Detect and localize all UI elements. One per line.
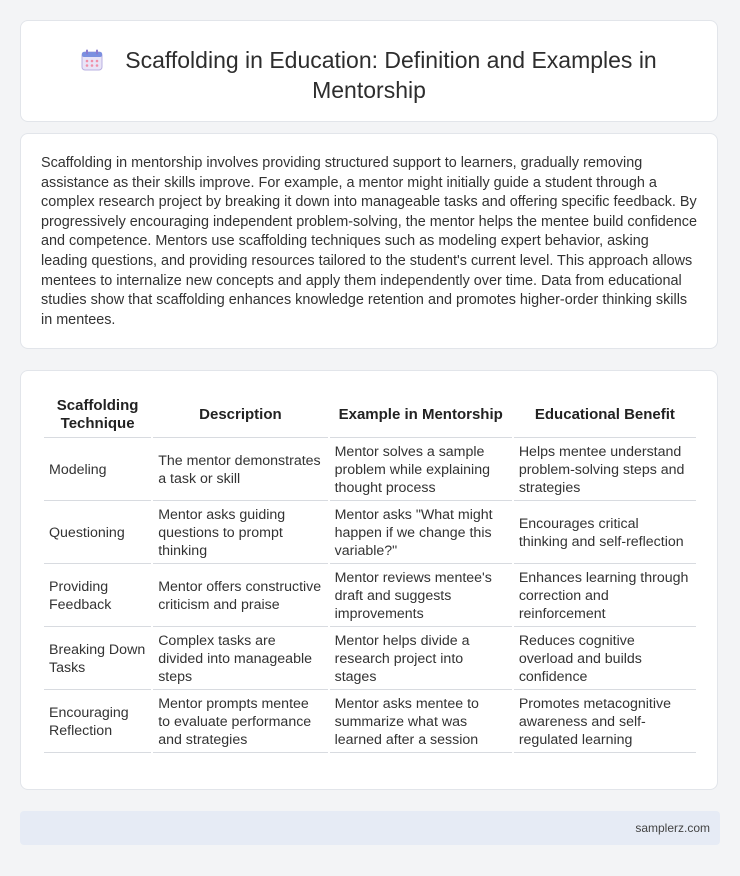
cell-benefit: Helps mentee understand problem-solving steps and strategies [514, 440, 696, 501]
page-title-wrap [61, 45, 677, 105]
intro-paragraph: Scaffolding in mentorship involves providing structured support to learners, gradually removing assistance as their skills improve. For example, a mentor might initially guide a student through a complex research project by breaking it down into manageable tasks and offering specific feedback. By progressively encouraging independent problem-solving, the mentor helps the mentee build confidence and competence. Mentors use scaffolding techniques such as modeling expert behavior, asking leading questions, and providing resources tailored to the student's current level. This approach allows mentees to internalize new concepts and apply them independently over time. Data from educational studies show that scaffolding enhances knowledge retention and promotes higher-order thinking skills in mentees. [41, 155, 697, 328]
table-row [44, 440, 696, 501]
table-row [44, 629, 696, 690]
table-row [44, 503, 696, 564]
cell-example: Mentor helps divide a research project into stages [330, 629, 512, 690]
column-header-benefit: Educational Benefit [514, 393, 696, 438]
cell-description: Complex tasks are divided into manageable steps [153, 629, 327, 690]
column-header-description: Description [153, 393, 327, 438]
column-header-technique: Scaffolding Technique [44, 393, 151, 438]
cell-technique: Encouraging Reflection [44, 692, 151, 753]
cell-example: Mentor asks "What might happen if we change this variable?" [330, 503, 512, 564]
cell-example: Mentor reviews mentee's draft and suggests improvements [330, 566, 512, 627]
cell-benefit: Reduces cognitive overload and builds confidence [514, 629, 696, 690]
table-card [20, 370, 718, 790]
table-header-row [44, 393, 696, 438]
cell-benefit: Promotes metacognitive awareness and self-regulated learning [514, 692, 696, 753]
scaffolding-table [42, 391, 698, 755]
table-row [44, 566, 696, 627]
table-row [44, 692, 696, 753]
cell-description: Mentor offers constructive criticism and praise [153, 566, 327, 627]
cell-benefit: Enhances learning through correction and reinforcement [514, 566, 696, 627]
cell-description: The mentor demonstrates a task or skill [153, 440, 327, 501]
cell-example: Mentor solves a sample problem while explaining thought process [330, 440, 512, 501]
footer-site-link[interactable]: samplerz.com [635, 821, 710, 835]
cell-description: Mentor prompts mentee to evaluate performance and strategies [153, 692, 327, 753]
cell-description: Mentor asks guiding questions to prompt thinking [153, 503, 327, 564]
column-header-example: Example in Mentorship [330, 393, 512, 438]
cell-technique: Breaking Down Tasks [44, 629, 151, 690]
page-title: Scaffolding in Education: Definition and Examples in Mentorship [125, 47, 657, 103]
cell-example: Mentor asks mentee to summarize what was learned after a session [330, 692, 512, 753]
cell-technique: Providing Feedback [44, 566, 151, 627]
header-card [20, 20, 718, 122]
cell-benefit: Encourages critical thinking and self-reflection [514, 503, 696, 564]
calendar-icon [81, 48, 103, 70]
cell-technique: Modeling [44, 440, 151, 501]
cell-technique: Questioning [44, 503, 151, 564]
intro-card [20, 133, 718, 349]
footer-bar [20, 811, 720, 845]
